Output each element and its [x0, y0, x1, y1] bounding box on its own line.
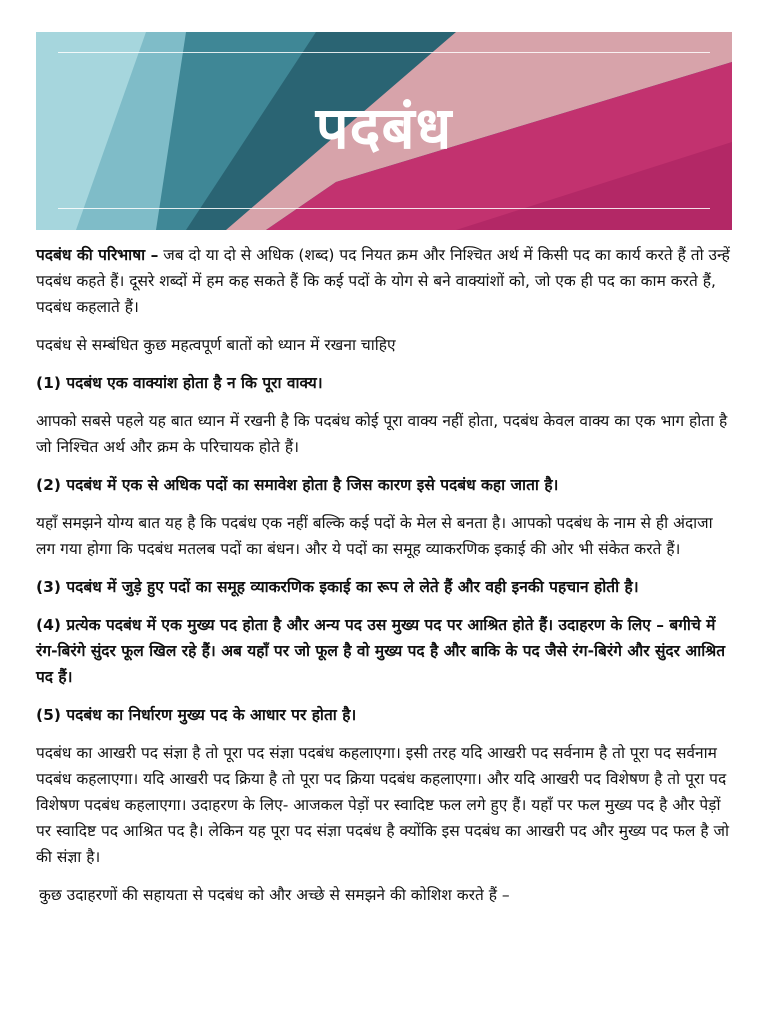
point-5-heading: (5) पदबंध का निर्धारण मुख्य पद के आधार पर होता है।	[36, 706, 357, 724]
page-title: पदबंध	[315, 94, 453, 162]
point-4-heading: (4) प्रत्येक पदबंध में एक मुख्य पद होता है और अन्य पद उस मुख्य पद पर आश्रित होते हैं। उदाहरण के लिए – बगीचे में रंग-बिरंगे सुंदर फूल खिल रहे हैं। अब यहाँ पर जो फूल है वो मुख्य पद है और बाकि के पद जैसे रंग-बिरंगे और सुंदर आश्रित पद हैं।	[36, 616, 726, 686]
title-banner	[36, 32, 732, 230]
point-2-text: यहाँ समझने योग्य बात यह है कि पदबंध एक नहीं बल्कि कई पदों के मेल से बनता है। आपको पदबंध के नाम से ही अंदाजा लग गया होगा कि पदबंध मतलब पदों का बंधन। और ये पदों का समूह व्याकरणिक इकाई की ओर भी संकेत करते हैं।	[36, 514, 713, 558]
banner-bottom-rule	[58, 208, 710, 209]
definition-text: जब दो या दो से अधिक (शब्द) पद नियत क्रम और निश्चित अर्थ में किसी पद का कार्य करते हैं तो उन्हें पदबंध कहते हैं। दूसरे शब्दों में हम कह सकते हैं कि कई पदों के योग से बने वाक्यांशों को, जो एक ही पद का काम करते हैं, पदबंध कहलाते हैं।	[36, 246, 730, 316]
intro-paragraph: पदबंध से सम्बंधित कुछ महत्वपूर्ण बातों को ध्यान में रखना चाहिए	[36, 336, 396, 354]
definition-label: पदबंध की परिभाषा –	[36, 246, 159, 264]
point-1-heading: (1) पदबंध एक वाक्यांश होता है न कि पूरा वाक्य।	[36, 374, 323, 392]
banner-top-rule	[58, 52, 710, 53]
point-3-heading: (3) पदबंध में जुड़े हुए पदों का समूह व्याकरणिक इकाई का रूप ले लेते हैं और वही इनकी पहचान होती है।	[36, 578, 639, 596]
article-body	[36, 242, 736, 920]
closing-paragraph: कुछ उदाहरणों की सहायता से पदबंध को और अच्छे से समझने की कोशिश करते हैं –	[39, 886, 510, 904]
point-2-heading: (2) पदबंध में एक से अधिक पदों का समावेश होता है जिस कारण इसे पदबंध कहा जाता है।	[36, 476, 559, 494]
point-5-text: पदबंध का आखरी पद संज्ञा है तो पूरा पद संज्ञा पदबंध कहलाएगा। इसी तरह यदि आखरी पद सर्वनाम है तो पूरा पद सर्वनाम पदबंध कहलाएगा। यदि आखरी पद क्रिया है तो पूरा पद क्रिया पदबंध कहलाएगा। और यदि आखरी पद विशेषण है तो पूरा पद विशेषण पदबंध कहलाएगा। उदाहरण के लिए- आजकल पेड़ों पर स्वादिष्ट फल लगे हुए हैं। यहाँ पर फल मुख्य पद है और पेड़ों पर स्वादिष्ट पद आश्रित पद है। लेकिन यह पूरा पद संज्ञा पदबंध है क्योंकि इस पदबंध का आखरी पद और मुख्य पद फल है जो की संज्ञा है।	[36, 744, 730, 866]
definition-paragraph	[36, 242, 736, 320]
point-1-text: आपको सबसे पहले यह बात ध्यान में रखनी है कि पदबंध कोई पूरा वाक्य नहीं होता, पदबंध केवल वाक्य का एक भाग होता है जो निश्चित अर्थ और क्रम के परिचायक होते हैं।	[36, 412, 728, 456]
